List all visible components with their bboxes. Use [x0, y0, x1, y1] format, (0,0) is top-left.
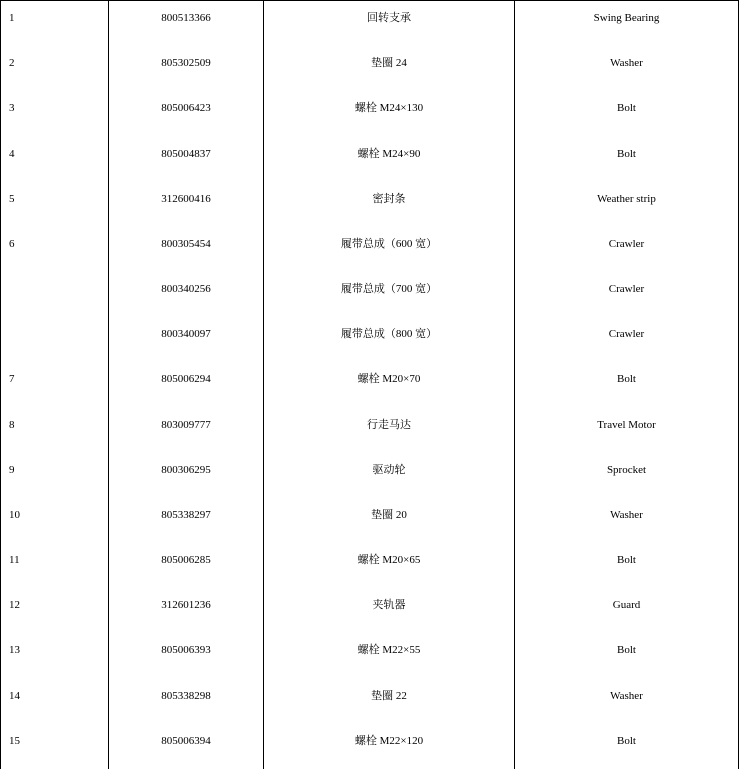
part-name-en: Bolt — [617, 644, 636, 657]
name-cn-cell — [264, 588, 515, 633]
item-number-cell — [1, 724, 109, 769]
table-row — [1, 362, 739, 407]
part-name-en: Crawler — [608, 328, 645, 341]
name-cn-cell — [264, 453, 515, 498]
part-name-cn: 垫圈 22 — [371, 689, 407, 702]
item-number: 7 — [9, 373, 15, 386]
name-en-cell — [515, 227, 739, 272]
item-number: 6 — [9, 237, 15, 250]
part-name-en: Bolt — [617, 147, 636, 160]
part-name-en: Travel Motor — [597, 418, 656, 431]
part-code: 803009777 — [161, 418, 211, 431]
table-row — [1, 227, 739, 272]
name-en-cell — [515, 588, 739, 633]
part-name-en: Washer — [610, 57, 643, 70]
part-code-cell — [109, 227, 264, 272]
item-number-cell — [1, 182, 109, 227]
part-name-cn: 履带总成（600 宽） — [340, 237, 438, 250]
name-cn-cell — [264, 633, 515, 678]
item-number-cell — [1, 453, 109, 498]
part-code-cell — [109, 453, 264, 498]
name-en-cell — [515, 498, 739, 543]
name-en-cell — [515, 182, 739, 227]
part-code-cell — [109, 633, 264, 678]
table-row — [1, 317, 739, 362]
part-name-cn: 螺栓 M20×65 — [357, 554, 421, 567]
item-number: 11 — [9, 554, 20, 567]
part-name-cn: 履带总成（700 宽） — [340, 283, 438, 296]
part-code: 312601236 — [161, 599, 211, 612]
item-number: 8 — [9, 418, 15, 431]
table-row — [1, 272, 739, 317]
part-name-cn: 垫圈 20 — [371, 508, 407, 521]
name-cn-cell — [264, 498, 515, 543]
part-code: 800513366 — [161, 12, 211, 24]
name-en-cell — [515, 137, 739, 182]
part-code: 805006294 — [161, 373, 211, 386]
name-en-cell — [515, 1, 739, 47]
name-cn-cell — [264, 408, 515, 453]
part-name-cn: 回转支承 — [367, 12, 411, 24]
item-number-cell — [1, 362, 109, 407]
name-cn-cell — [264, 91, 515, 136]
table-row — [1, 724, 739, 769]
part-code: 805006393 — [161, 644, 211, 657]
part-name-cn: 履带总成（800 宽） — [340, 328, 438, 341]
part-code: 805006285 — [161, 554, 211, 567]
item-number — [9, 317, 108, 328]
name-cn-cell — [264, 46, 515, 91]
part-code-cell — [109, 182, 264, 227]
item-number: 12 — [9, 599, 20, 612]
item-number: 2 — [9, 57, 15, 70]
part-code-cell — [109, 272, 264, 317]
part-code-cell — [109, 679, 264, 724]
part-code: 800305454 — [161, 237, 211, 250]
table-row — [1, 46, 739, 91]
item-number-cell — [1, 588, 109, 633]
part-name-cn: 驱动轮 — [372, 463, 406, 476]
part-code-cell — [109, 543, 264, 588]
item-number-cell — [1, 46, 109, 91]
part-code-cell — [109, 1, 264, 47]
item-number: 10 — [9, 508, 20, 521]
item-number-cell — [1, 91, 109, 136]
name-en-cell — [515, 362, 739, 407]
item-number-cell — [1, 137, 109, 182]
part-code: 805006423 — [161, 102, 211, 115]
part-name-en: Washer — [610, 689, 643, 702]
item-number: 3 — [9, 102, 15, 115]
part-code: 312600416 — [161, 192, 211, 205]
part-code: 805006394 — [161, 734, 211, 747]
name-cn-cell — [264, 362, 515, 407]
part-name-cn: 密封条 — [372, 192, 406, 205]
part-name-cn: 夹轨器 — [372, 599, 406, 612]
part-name-en: Crawler — [608, 237, 645, 250]
part-code: 805302509 — [161, 57, 211, 70]
name-cn-cell — [264, 137, 515, 182]
part-code-cell — [109, 408, 264, 453]
part-code-cell — [109, 91, 264, 136]
part-code: 800306295 — [161, 463, 211, 476]
part-name-cn: 垫圈 24 — [371, 57, 407, 70]
item-number: 14 — [9, 689, 20, 702]
name-en-cell — [515, 543, 739, 588]
part-code-cell — [109, 317, 264, 362]
name-en-cell — [515, 272, 739, 317]
part-name-en: Washer — [610, 508, 643, 521]
name-en-cell — [515, 408, 739, 453]
part-code: 800340256 — [161, 283, 211, 296]
table-row — [1, 588, 739, 633]
name-en-cell — [515, 633, 739, 678]
name-cn-cell — [264, 543, 515, 588]
part-name-en: Sprocket — [606, 463, 647, 476]
item-number: 5 — [9, 192, 15, 205]
table-row — [1, 1, 739, 47]
parts-table-body — [1, 1, 739, 769]
part-code-cell — [109, 724, 264, 769]
part-name-en: Swing Bearing — [593, 12, 660, 24]
item-number — [9, 272, 108, 283]
part-code: 800340097 — [161, 328, 211, 341]
item-number-cell — [1, 272, 109, 317]
item-number-cell — [1, 317, 109, 362]
table-row — [1, 543, 739, 588]
item-number: 9 — [9, 463, 15, 476]
part-code-cell — [109, 588, 264, 633]
part-name-en: Bolt — [617, 554, 636, 567]
part-code-cell — [109, 137, 264, 182]
part-name-en: Guard — [612, 599, 641, 612]
part-name-en: Bolt — [617, 373, 636, 386]
part-name-cn: 螺栓 M24×90 — [357, 147, 421, 160]
name-en-cell — [515, 46, 739, 91]
name-en-cell — [515, 679, 739, 724]
item-number-cell — [1, 1, 109, 47]
table-row — [1, 453, 739, 498]
part-code-cell — [109, 498, 264, 543]
item-number: 1 — [9, 12, 15, 24]
item-number-cell — [1, 498, 109, 543]
part-code: 805338298 — [161, 689, 211, 702]
part-name-en: Weather strip — [597, 192, 656, 205]
item-number-cell — [1, 543, 109, 588]
table-row — [1, 91, 739, 136]
part-code-cell — [109, 362, 264, 407]
name-cn-cell — [264, 227, 515, 272]
part-name-cn: 螺栓 M22×120 — [354, 734, 424, 747]
name-cn-cell — [264, 1, 515, 47]
part-code: 805004837 — [161, 147, 211, 160]
name-en-cell — [515, 453, 739, 498]
name-en-cell — [515, 317, 739, 362]
table-row — [1, 498, 739, 543]
name-cn-cell — [264, 182, 515, 227]
part-name-cn: 螺栓 M20×70 — [357, 373, 421, 386]
item-number-cell — [1, 408, 109, 453]
table-row — [1, 633, 739, 678]
part-name-cn: 螺栓 M22×55 — [357, 644, 421, 657]
name-cn-cell — [264, 679, 515, 724]
item-number: 13 — [9, 644, 20, 657]
item-number-cell — [1, 679, 109, 724]
table-row — [1, 679, 739, 724]
name-cn-cell — [264, 317, 515, 362]
name-en-cell — [515, 91, 739, 136]
part-name-cn: 行走马达 — [367, 418, 411, 431]
part-code: 805338297 — [161, 508, 211, 521]
table-row — [1, 182, 739, 227]
name-en-cell — [515, 724, 739, 769]
part-name-en: Bolt — [617, 734, 636, 747]
table-row — [1, 137, 739, 182]
table-row — [1, 408, 739, 453]
part-name-en: Bolt — [617, 102, 636, 115]
item-number: 15 — [9, 734, 20, 747]
part-name-en: Crawler — [608, 283, 645, 296]
item-number: 4 — [9, 147, 15, 160]
name-cn-cell — [264, 272, 515, 317]
part-code-cell — [109, 46, 264, 91]
part-name-cn: 螺栓 M24×130 — [354, 102, 424, 115]
name-cn-cell — [264, 724, 515, 769]
item-number-cell — [1, 227, 109, 272]
item-number-cell — [1, 633, 109, 678]
